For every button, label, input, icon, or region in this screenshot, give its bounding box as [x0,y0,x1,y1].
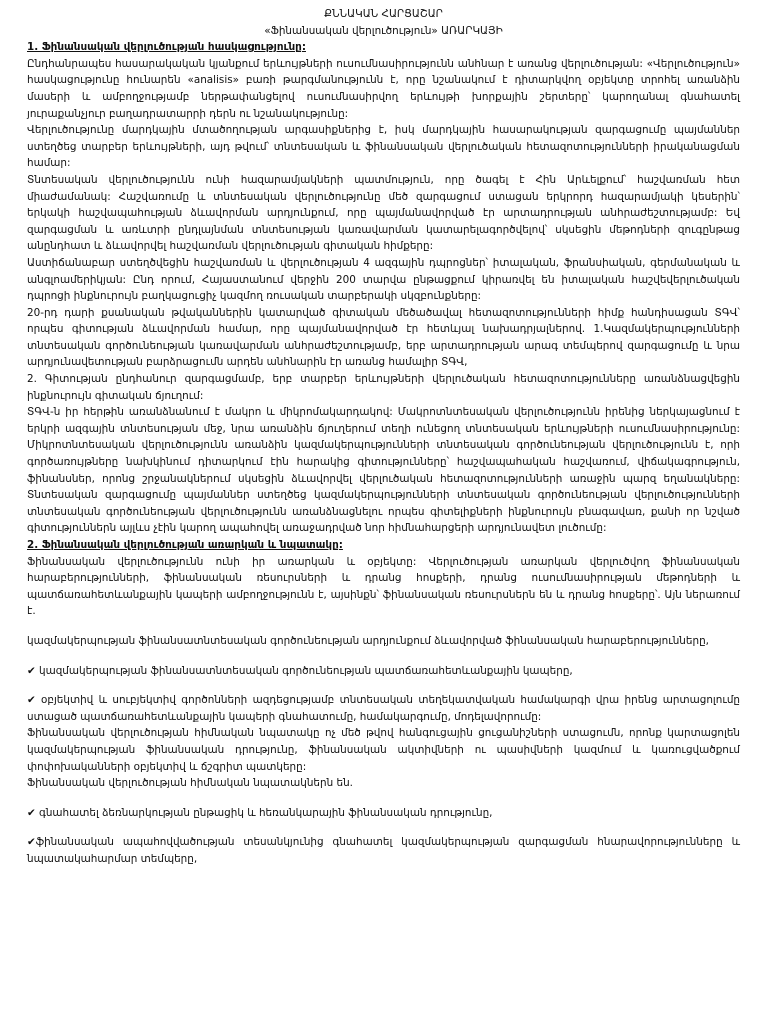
document-title: ՔՆՆԱԿԱՆ ՀԱՐՑԱՇԱՐ [324,8,443,20]
paragraph: Վերլուծությունը մարդկային մտածողության արգասիքներից է, իսկ մարդկային հասարակության զարգացումը պայմաններ ստեղծեց տարբեր երևույթների, այդ թվում՝ տնտեսական և ֆինանսական վերլուծական հետազոտությունների իրականացման համար: [27,124,740,170]
paragraph: Ընդհանրապես հասարակական կյանքում երևույթների ուսումնասիրությունն անհնար է առանց վերլուծության: «Վերլուծություն» հասկացությունը հունարեն «analisis» բառի թարգմանությունն է, որը նշանակում է դիտարկվող օբյեկտը տրոհել առանձին մասերի և ամբողջությամբ ներթափանցելով ուսումնասիրվող երևույթի խորքային շերտերը՝ կարողանալ գնահատել յուրաքանչյուր բաղադրատարրի դերն ու նշանակությունը: [27,57,740,120]
list-item: կազմակերպության ֆինանսատնտեսական գործունեության արդյունքում ձևավորված ֆինանսական հարաբերությունները, [27,634,709,647]
paragraph: Տնտեսական վերլուծությունն ունի հազարամյակների պատմություն, որը ծագել է Հին Արևելքում՝ հաշվառման հետ միաժամանակ: Հաշվառումը և տնտեսական վերլուծությունը մեծ զարգացում ստացան երկրորդ հազարամյակի կեսերին՝ երկակի հաշվապահության ձևավորման արդյունքում, որը պայմանավորված էր արտադրության անհրաժեշտությամբ: Եվ զարգացման և առևտրի ընդլայնման տնտեսության կառավարման կատարելագործվելով՝ սկսեցին մեթոդների զուգընթաց անընդհատ և ձևավորվել հաշվառման վերլուծության գիտական հիմքերը: [27,173,740,253]
section-1-heading: 1. Ֆինանսական վերլուծության հասկացությունը: [27,41,306,54]
paragraph: ՏԳՎ-ն իր հերթին առանձնանում է մակրո և միկրոմակարդակով: Մակրոտնտեսական վերլուծությունն իրենից ներկայացնում է երկրի ազգային տնտեսության մեջ, նրա առանձին ճյուղերում տեղի ունեցող տնտեսական երևույթների ուսումնասիրությունը: Միկրոտնտեսական վերլուծությունն առանձին կազմակերպությունների տնտեսական գործունեության վերլուծությունն է, որի գործառույթները նախկինում դիտարկում էին հարակից գիտությունները՝ հաշվապահական հաշվառում, վիճակագրություն, ֆինանսներ, որոնց շրջանակներում սկսեցին ձևավորվել վերլուծական հետազոտությունների առաջին պարզ եղանակները: Տնտեսական զարգացումը պայմաններ ստեղծեց կազմակերպությունների տնտեսական գործունեության վերլուծությունների տնտեսական գործունեության վերլուծությունն առանձնացնելու որպես գիտելիքների ինքնուրույն բնագավառ, քանի որ նշված գիտություններն այլևս չէին կարող ապահովել առաջադրված նոր հիմնահարցերի արդյունավետ լուծումը: [27,406,740,535]
list-item: ✔ օբյեկտիվ և սուբյեկտիվ գործոնների ազդեցությամբ տնտեսական տեղեկատվական համակարգի վրա իրենց արտացոլումը ստացած պատճառահետևանքային կապերի գնահատումը, համակարգումը, մոդելավորումը: [27,694,740,723]
paragraph: 20-րդ դարի քսանական թվականներին կատարված գիտական մեծածավալ հետազոտությունների հիմք հանդիսացան ՏԳՎ՝ որպես գիտության ձևավորման համար, որը պայմանավորված էր հետևյալ նախադրյալներով. 1.Կազմակերպությունների տնտեսական գործունեության կառավարման անհրաժեշտությամբ, երբ արտադրության արագ տեմպերով զարգացումը և նրա արդյունավետության բարձրացումն արդեն անհնարին էր առանց համալիր ՏԳՎ, [27,306,740,369]
paragraph: Աստիճանաբար ստեղծվեցին հաշվառման և վերլուծության 4 ազգային դպրոցներ՝ իտալական, ֆրանսիական, գերմանական և անգլոամերիկյան: Ընդ որում, Հայաստանում վերջին 200 տարվա ընթացքում կիրառվել են իտալական հաշվեվերլուծական դպրոցի ինքնուրույն բաղկացուցիչ կազմող ռուսական տարբերակի սկզբունքները: [27,256,740,303]
list-item: ✔ֆինանսական ապահովվածության տեսանկյունից գնահատել կազմակերպության զարգացման հնարավորությունները և նպատակահարմար տեմպերը, [27,836,740,865]
paragraph: Ֆինանսական վերլուծության հիմնական նպատակներն են. [27,777,353,790]
list-item: ✔ գնահատել ձեռնարկության ընթացիկ և հեռանկարային ֆինանսական դրությունը, [27,806,493,819]
paragraph: 2. Գիտության ընդհանուր զարգացմամբ, երբ տարբեր երևույթների վերլուծական հետազոտությունները առանձնացվեցին ինքնուրույն գիտական ճյուղում: [27,373,740,402]
section-2-heading: 2. Ֆինանսական վերլուծության առարկան և նպատակը: [27,539,343,551]
document-subtitle: «Ֆինանսական վերլուծություն» ԱՌԱՐԿԱՅԻ [264,24,503,37]
paragraph: Ֆինանսական վերլուծության հիմնական նպատակը ոչ մեծ թվով հանգուցային ցուցանիշների ստացումն, որոնք կարտացոլեն կազմակերպության ֆինանսական դրությունը, ֆինանսական ակտիվների ու պասիվների կազմում և կառուցվածքում փոփոխականների օբյեկտիվ և ճշգրիտ պատկերը: [27,727,740,773]
paragraph: Ֆինանսական վերլուծությունն ունի իր առարկան և օբյեկտը: Վերլուծության առարկան վերլուծվող ֆինանսական հարաբերությունների, ֆինանսական ռեսուրսների և դրանց հոսքերի, դրանց ուսումնասիրության մեթոդների և պատճառահետևանքային կապերի ամբողջությունն է, այսինքն՝ ֆինանսական ռեսուրսներն են և դրանց հոսքերը՝. Այն ներառում է. [27,555,740,618]
list-item: ✔ կազմակերպության ֆինանսատնտեսական գործունեության պատճառահետևանքային կապերը, [27,664,573,677]
